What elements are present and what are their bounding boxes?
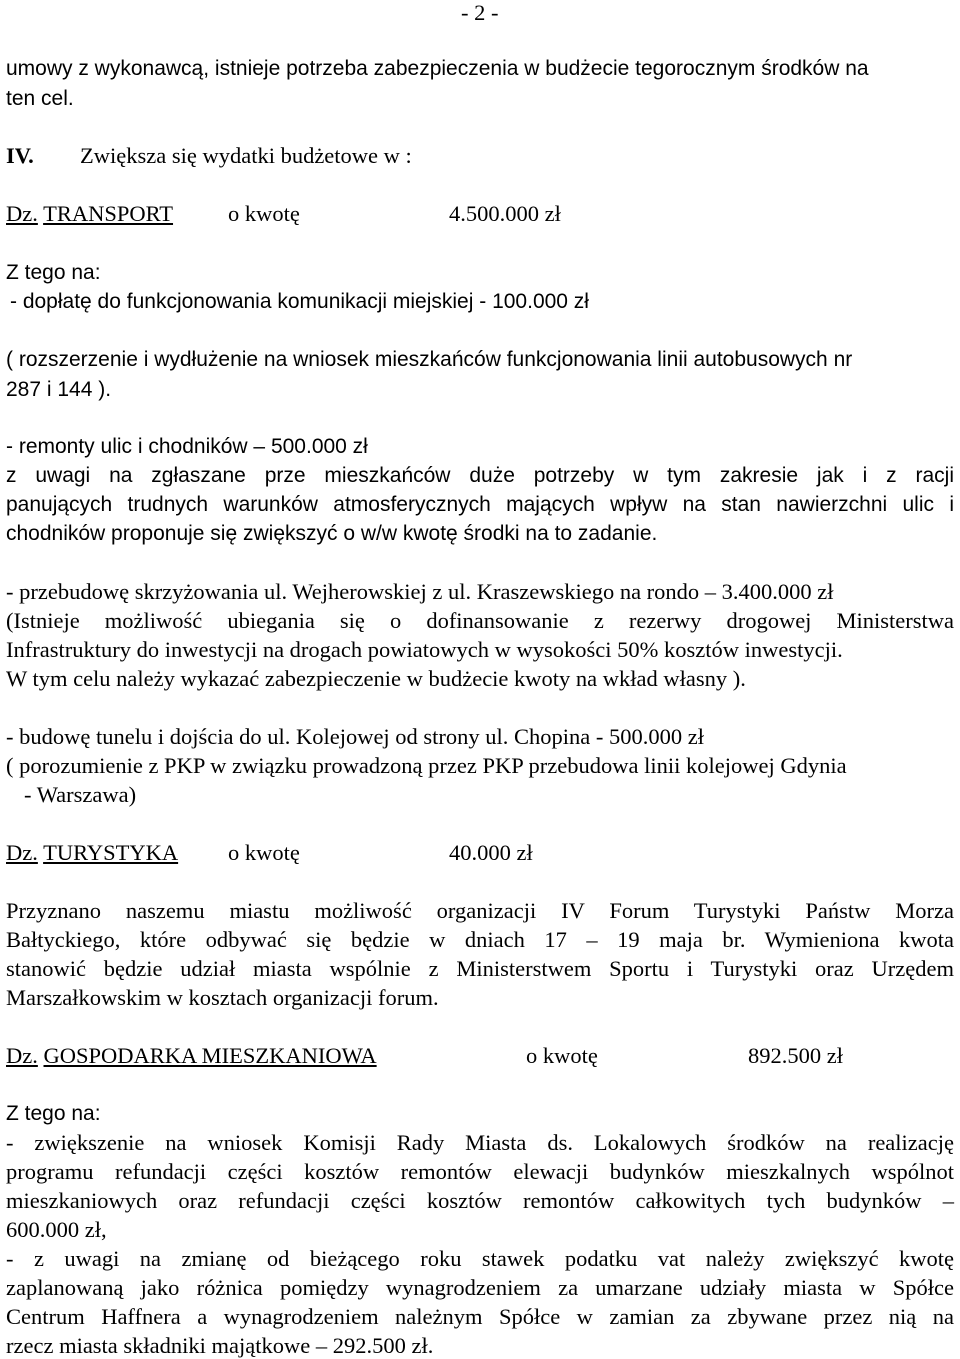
gospodarka-dz: Dz. bbox=[6, 1043, 38, 1068]
gospodarka-name: GOSPODARKA MIESZKANIOWA bbox=[43, 1043, 377, 1068]
page-number: - 2 - bbox=[461, 0, 499, 25]
turystyka-dz: Dz. bbox=[6, 840, 38, 865]
turystyka-amount: 40.000 zł bbox=[449, 840, 533, 865]
transport-item4-line1: - budowę tunelu i dojścia do ul. Kolejowej od strony ul. Chopina - 500.000 zł bbox=[6, 724, 705, 749]
turystyka-by: o kwotę bbox=[228, 840, 300, 865]
transport-item1-line1: - dopłatę do funkcjonowania komunikacji miejskiej - 100.000 zł bbox=[10, 290, 589, 313]
transport-item3-line2: (Istnieje możliwość ubiegania się o dofinansowanie z rezerwy drogowej Ministerstwa bbox=[6, 608, 954, 633]
gospodarka-item2-line1: - z uwagi na zmianę od bieżącego roku stawek podatku vat należy zwiększyć kwotę bbox=[6, 1246, 954, 1271]
turystyka-line3: stanowić będzie udział miasta wspólnie z Ministerstwem Sportu i Turystyki oraz Urzędem bbox=[6, 956, 954, 981]
gospodarka-amount: 892.500 zł bbox=[748, 1043, 843, 1068]
transport-item4-line3: - Warszawa) bbox=[24, 782, 137, 807]
gospodarka-item1-line1: - zwiększenie na wniosek Komisji Rady Miasta ds. Lokalowych środków na realizację bbox=[6, 1130, 954, 1155]
gospodarka-heading bbox=[6, 1045, 377, 1068]
gospodarka-item2-line3: Centrum Haffnera a wynagrodzeniem należnym Spółce w zamian za zbywane przez nią na bbox=[6, 1304, 954, 1329]
gospodarka-item1-line2: programu refundacji części kosztów remontów elewacji budynków mieszkalnych wspólnot bbox=[6, 1159, 954, 1184]
transport-item3-line1: - przebudowę skrzyżowania ul. Wejherowskiej z ul. Kraszewskiego na rondo – 3.400.000 zł bbox=[6, 579, 834, 604]
intro-line-2: ten cel. bbox=[6, 87, 74, 110]
transport-item2-line2: z uwagi na zgłaszane prze mieszkańców duże potrzeby w tym zakresie jak i z racji bbox=[6, 464, 954, 487]
turystyka-line4: Marszałkowskim w kosztach organizacji forum. bbox=[6, 985, 439, 1010]
transport-item3-line4: W tym celu należy wykazać zabezpieczenie w budżecie kwoty na wkład własny ). bbox=[6, 666, 746, 691]
section-iv-number: IV. bbox=[6, 143, 34, 168]
intro-line-1: umowy z wykonawcą, istnieje potrzeba zabezpieczenia w budżecie tegorocznym środków na bbox=[6, 57, 869, 80]
turystyka-line2: Bałtyckiego, które odbywać się będzie w dniach 17 – 19 maja br. Wymieniona kwota bbox=[6, 927, 954, 952]
transport-amount: 4.500.000 zł bbox=[449, 201, 561, 226]
transport-item2-line3: panujących trudnych warunków atmosferycznych mających wpływ na stan nawierzchni ulic i bbox=[6, 493, 954, 516]
transport-item4-line2: ( porozumienie z PKP w związku prowadzoną przez PKP przebudowa linii kolejowej Gdynia bbox=[6, 753, 847, 778]
transport-z-tego: Z tego na: bbox=[6, 261, 101, 284]
gospodarka-z-tego: Z tego na: bbox=[6, 1102, 101, 1125]
turystyka-heading bbox=[6, 842, 178, 865]
transport-by: o kwotę bbox=[228, 201, 300, 226]
transport-item1-line2: ( rozszerzenie i wydłużenie na wniosek mieszkańców funkcjonowania linii autobusowych nr bbox=[6, 348, 853, 371]
turystyka-line1: Przyznano naszemu miastu możliwość organizacji IV Forum Turystyki Państw Morza bbox=[6, 898, 954, 923]
transport-item1-line3: 287 i 144 ). bbox=[6, 378, 112, 401]
transport-heading bbox=[6, 203, 173, 226]
transport-dz: Dz. bbox=[6, 201, 38, 226]
gospodarka-item2-line2: zaplanowaną jako różnica pomiędzy wynagrodzeniem za umarzane udziały miasta w Spółce bbox=[6, 1275, 954, 1300]
gospodarka-item1-line3: mieszkaniowych oraz refundacji części kosztów remontów całkowitych tych budynków – bbox=[6, 1188, 954, 1213]
gospodarka-by: o kwotę bbox=[526, 1043, 598, 1068]
transport-name: TRANSPORT bbox=[43, 201, 174, 226]
gospodarka-item1-line4: 600.000 zł, bbox=[6, 1217, 107, 1242]
transport-item3-line3: Infrastruktury do inwestycji na drogach powiatowych w wysokości 50% kosztów inwestycji. bbox=[6, 637, 843, 662]
gospodarka-item2-line4: rzecz miasta składniki majątkowe – 292.500 zł. bbox=[6, 1333, 434, 1358]
turystyka-name: TURYSTYKA bbox=[43, 840, 179, 865]
section-iv-heading: Zwiększa się wydatki budżetowe w : bbox=[80, 143, 412, 168]
transport-item2-line4: chodników proponuje się zwiększyć o w/w kwotę środki na to zadanie. bbox=[6, 522, 658, 545]
transport-item2-line1: - remonty ulic i chodników – 500.000 zł bbox=[6, 435, 368, 458]
